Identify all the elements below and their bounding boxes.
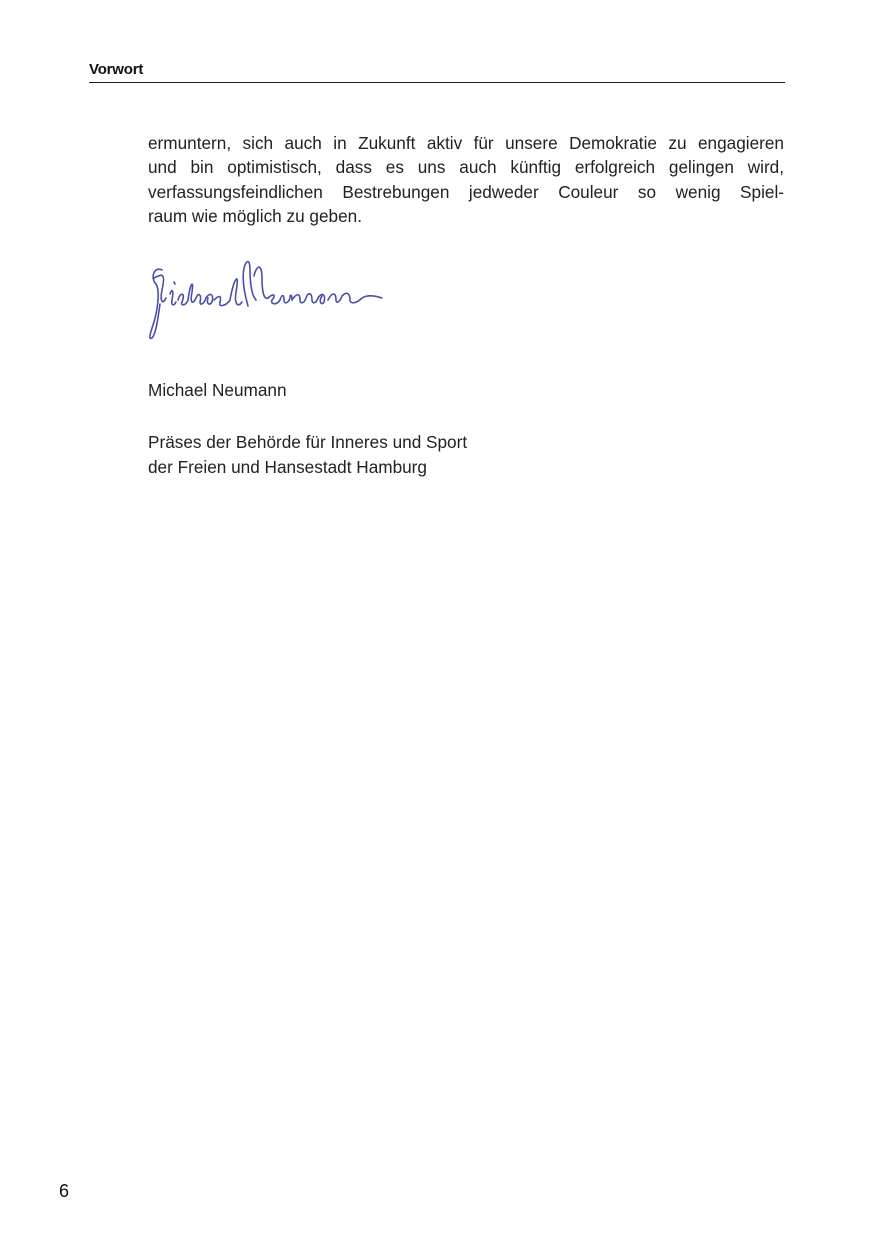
body-line: und bin optimistisch, dass es uns auch künftig erfolgreich gelingen wird, bbox=[148, 157, 784, 178]
signer-title-line: der Freien und Hansestadt Hamburg bbox=[148, 457, 427, 477]
signer-name: Michael Neumann bbox=[148, 380, 287, 400]
body-line: raum wie möglich zu geben. bbox=[148, 206, 362, 227]
signer-title bbox=[148, 430, 467, 480]
page-number: 6 bbox=[59, 1181, 70, 1201]
handwritten-signature bbox=[140, 248, 390, 348]
running-head bbox=[89, 60, 785, 83]
section-title: Vorwort bbox=[89, 61, 144, 78]
body-line: verfassungsfeindlichen Bestrebungen jedweder Couleur so wenig Spiel- bbox=[148, 181, 784, 202]
signer-title-line: Präses der Behörde für Inneres und Sport bbox=[148, 432, 468, 452]
body-line: ermuntern, sich auch in Zukunft aktiv für unsere Demokratie zu engagieren bbox=[148, 133, 784, 153]
body-paragraph bbox=[148, 131, 784, 229]
